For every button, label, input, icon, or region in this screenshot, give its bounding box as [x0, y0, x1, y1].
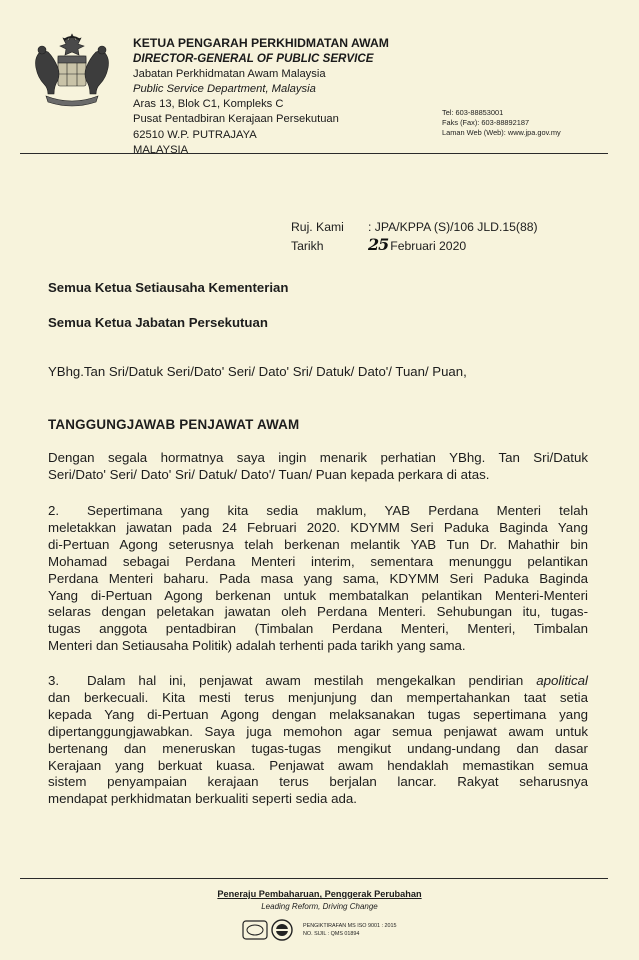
contact-web: Laman Web (Web): www.jpa.gov.my — [442, 128, 561, 137]
p3-line: mendapat perkhidmatan berkualiti seperti sedia ada. — [48, 791, 357, 807]
ruj-label: Ruj. Kami — [291, 220, 344, 234]
p1-line: Dengan segala hormatnya saya ingin menarik perhatian YBhg. Tan Sri/Datuk — [48, 450, 588, 465]
p3-line: kepada Yang di-Pertuan Agong dengan melaksanakan tugas sepertimana yang — [48, 706, 588, 722]
p3-line: sistem penyampaian kerajaan terus berjalan lancar. Rakyat seharusnya — [48, 774, 588, 790]
certification-text — [303, 923, 396, 938]
p3-italic-word: apolitical — [536, 673, 588, 688]
date-value: Februari 2020 — [390, 239, 467, 253]
footer-motto-en: Leading Reform, Driving Change — [261, 902, 378, 911]
cert-line: PENGIKTIRAFAN MS ISO 9001 : 2015 — [303, 923, 397, 929]
p2-line: meletakkan jawatan pada 24 Februari 2020. KDYMM Seri Paduka Baginda Yang — [48, 519, 588, 535]
p3-line: Kerajaan yang berkuat kuasa. Penjawat awam hendaklah memastikan semua — [48, 757, 588, 773]
recipient-1: Semua Ketua Setiausaha Kementerian — [48, 280, 289, 295]
contact-tel: Tel: 603-88853001 — [442, 108, 504, 117]
header-divider — [20, 153, 608, 154]
p3-line: dipertanggungjawabkan. Saya juga memohon agar semua penjawat awam untuk — [48, 723, 588, 739]
header-dept: Jabatan Perkhidmatan Awam Malaysia — [133, 67, 326, 80]
p1-line: Seri/Dato' Seri/ Dato' Sri/ Datuk/ Dato'/ Tuan/ Puan kepada perkara di atas. — [48, 466, 490, 482]
p3-line: Dalam hal ini, penjawat awam mestilah mengekalkan pendirian — [87, 673, 524, 688]
p2-number: 2. — [48, 503, 60, 518]
footer-divider — [20, 878, 608, 879]
header-title-en: DIRECTOR-GENERAL OF PUBLIC SERVICE — [133, 52, 374, 66]
header-address-line2: Pusat Pentadbiran Kerajaan Persekutuan — [133, 113, 339, 126]
p2-line: Menteri dan Setiausaha Politik) adalah terhenti pada tarikh yang sama. — [48, 638, 466, 654]
header-dept-en: Public Service Department, Malaysia — [133, 82, 316, 95]
contact-fax: Faks (Fax): 603-88892187 — [442, 118, 530, 127]
footer-motto: Peneraju Pembaharuan, Penggerak Perubahan — [217, 889, 422, 899]
p2-line: Yang di-Pertuan Agong berkenan untuk membatalkan pelantikan Menteri-Menteri — [48, 587, 588, 603]
p3-line: dan berkecuali. Kita mesti terus menjunjung dan mempertahankan taat setia — [48, 689, 588, 705]
header-address-line1: Aras 13, Blok C1, Kompleks C — [133, 98, 284, 111]
subject-heading: TANGGUNGJAWAB PENJAWAT AWAM — [48, 417, 300, 432]
reference-block — [291, 218, 538, 255]
p2-line: Mohamad sebagai Perdana Menteri interim, sementara menunggu pelantikan — [48, 553, 588, 569]
p3-line: bertenang dan meneruskan tugas-tugas mengikut undang-undang dan dasar — [48, 740, 588, 756]
date-handwritten-day: 25 — [368, 235, 389, 254]
p3-number: 3. — [48, 673, 60, 688]
header-address-line4: MALAYSIA — [133, 144, 189, 157]
paragraph-1 — [48, 450, 588, 484]
p2-line: Sepertimana yang kita sedia maklum, YAB Perdana Menteri telah — [87, 503, 588, 518]
paragraph-3 — [48, 673, 588, 808]
date-label: Tarikh — [291, 239, 324, 253]
paragraph-2 — [48, 503, 588, 655]
header-title: KETUA PENGARAH PERKHIDMATAN AWAM — [133, 36, 389, 50]
certification-logos — [242, 918, 296, 942]
malaysia-coat-of-arms-logo — [26, 32, 118, 112]
p2-line: di-Pertuan Agong seterusnya telah berkenan melantik YAB Tun Dr. Mahathir bin — [48, 536, 588, 552]
ruj-value: : JPA/KPPA (S)/106 JLD.15(88) — [368, 220, 538, 234]
salutation: YBhg.Tan Sri/Datuk Seri/Dato' Seri/ Dato' Sri/ Datuk/ Dato'/ Tuan/ Puan, — [48, 364, 467, 379]
header-address-line3: 62510 W.P. PUTRAJAYA — [133, 128, 257, 141]
recipient-2: Semua Ketua Jabatan Persekutuan — [48, 315, 268, 330]
p2-line: selaras dengan peletakan jawatan oleh Perdana Menteri. Sehubungan itu, tugas- — [48, 604, 588, 620]
cert-line: NO. SIJIL : QMS 01894 — [303, 930, 360, 937]
contact-block — [442, 108, 561, 138]
p2-line: tugas anggota pentadbiran (Timbalan Perdana Menteri, Menteri, Timbalan — [48, 621, 588, 637]
p2-line: Perdana Menteri baharu. Pada masa yang sama, KDYMM Seri Paduka Baginda — [48, 570, 588, 586]
